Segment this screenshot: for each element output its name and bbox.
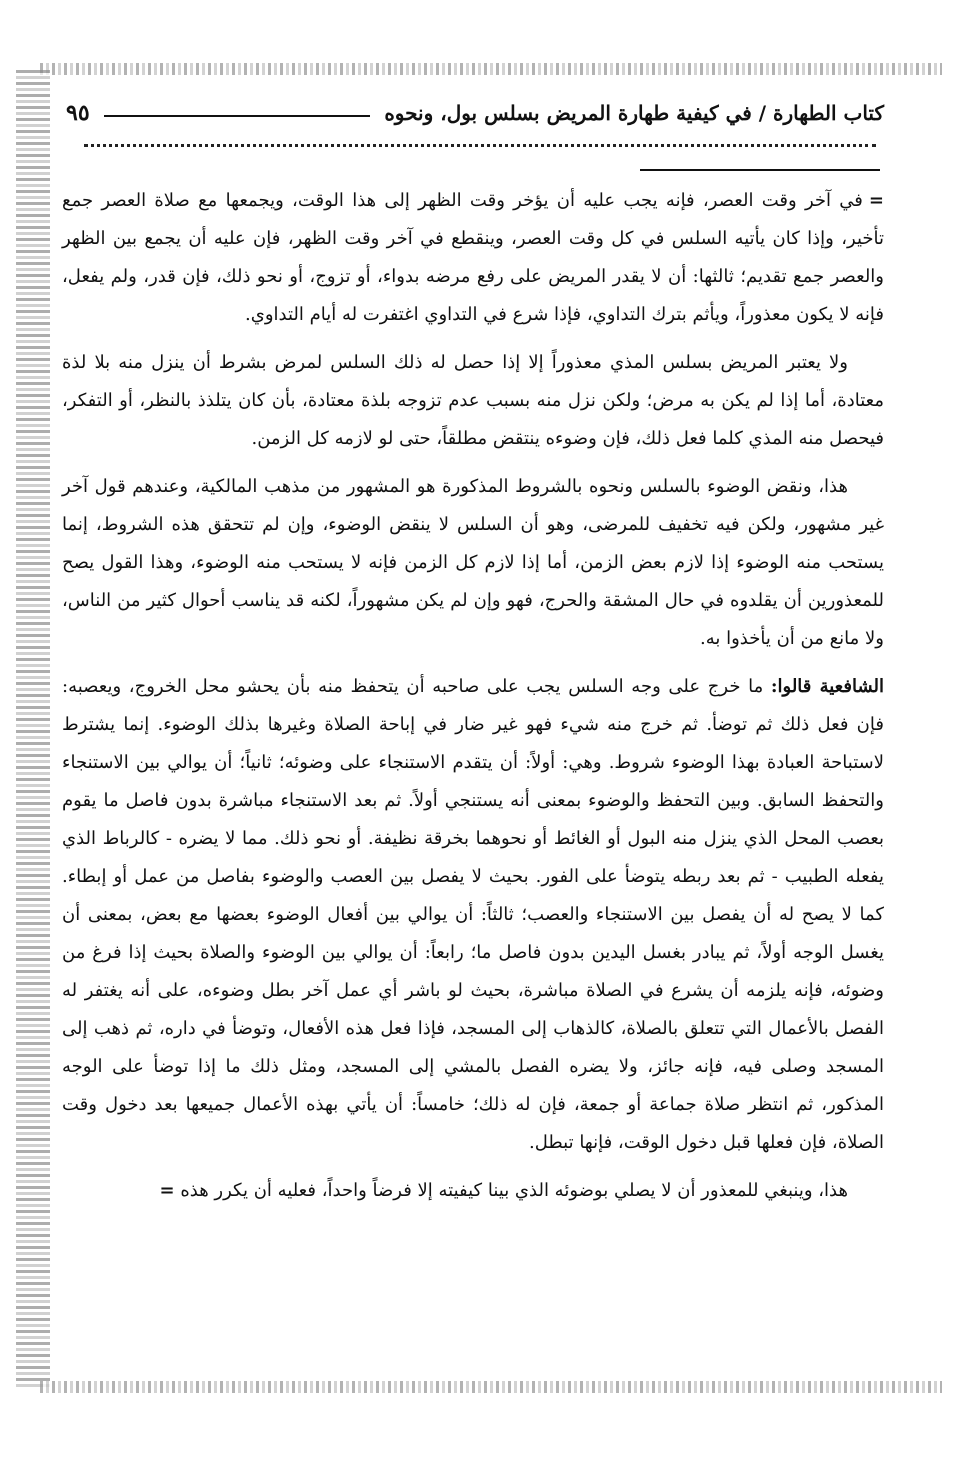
decorative-border-left [16,70,50,1390]
running-header [66,92,884,134]
paragraph-3: هذا، ونقض الوضوء بالسلس ونحوه بالشروط المذكورة هو المشهور من مذهب المالكية، وعندهم قول آخر غير مشهور، ولكن فيه تخفيف للمرضى، وهو أن السلس لا ينقض الوضوء، وإن لم تتحقق هذه الشروط، إنما يستحب منه الوضوء إذا لازم بعض الزمن، أما إذا لازم كل الزمن فإنه لا يستحب منه الوضوء، وهذا القول يصح للمعذورين أن يقلدوه في حال المشقة والحرج، فهو وإن لم يكن مشهوراً، لكنه قد يناسب أحوال كثير من الناس، ولا مانع من أن يأخذوا به. [62,476,884,649]
continuation-mark-end: = [159,1180,175,1201]
paragraph-4-text: ما خرج على وجه السلس يجب على صاحبه أن يتحفظ منه بأن يحشو محل الخروج، ويعصبه: فإن فعل ذلك ثم توضأ. ثم خرج منه شيء فهو غير ضار في إباحة الصلاة وغيرها بذلك الوضوء. إنما يشترط لاستباحة العبادة بهذا الوضوء شروط. وهي: أولاً: أن يتقدم الاستنجاء على وضوئه؛ ثانياً؛ أن يوالي بين الاستنجاء والتحفظ السابق. وبين التحفظ والوضوء بمعنى أنه يستنجي أولاً. ثم بعد الاستنجاء مباشرة بدون فاصل ما يقوم بعصب المحل الذي ينزل منه البول أو الغائط أو نحوهما بخرقة نظيفة. أو نحو ذلك. مما لا يضره - كالرباط الذي يفعله الطبيب - ثم بعد ربطه يتوضأ على الفور. بحيث لا يفصل بين العصب والوضوء بفاصل من عمل أو إبطاء. كما لا يصح له أن يفصل بين الاستنجاء والعصب؛ ثالثاً: أن يوالي بين أفعال الوضوء بعضها مع بعض، بمعنى أن يغسل الوجه أولاً، ثم يبادر بغسل اليدين بدون فاصل ما؛ رابعاً: أن يوالي بين الوضوء والصلاة بحيث إذا فرغ من وضوئه، فإنه يلزمه أن يشرع في الصلاة مباشرة، بحيث لو باشر أي عمل آخر بطل وضوءه، على أنه يغتفر له الفصل بالأعمال التي تتعلق بالصلاة، كالذهاب إلى المسجد، فإذا فعل هذه الأفعال، وتوضأ في داره، ثم ذهب إلى المسجد وصلى فيه، فإنه جائز، ولا يضره الفصل بالمشي إلى المسجد، ومثل ذلك ما إذا توضأ على الوجه المذكور، ثم انتظر صلاة جماعة أو جمعة، فإن له ذلك؛ خامساً: أن يأتي بهذه الأعمال جميعها بعد دخول وقت الصلاة، فإن فعلها قبل دخول الوقت، فإنها تبطل. [62,676,884,1153]
paragraph-5-text: هذا، وينبغي للمعذور أن لا يصلي بوضوئه الذي بينا كيفيته إلا فرضاً واحداً، فعليه أن يكرر هذه [180,1180,848,1201]
paragraph-1 [62,182,884,334]
paragraph-1-text: في آخر وقت العصر، فإنه يجب عليه أن يؤخر وقت الظهر إلى هذا الوقت، ويجمعها مع صلاة العصر جمع تأخير، وإذا كان يأتيه السلس في كل وقت العصر، وينقطع في آخر وقت الظهر، فإن عليه أن يجمع بين الظهر والعصر جمع تقديم؛ ثالثها: أن لا يقدر المريض على رفع مرضه بدواء، أو تزوج، أو نحو ذلك، فإن قدر، ولم يفعل، فإنه لا يكون معذوراً، ويأثم بترك التداوي، فإذا شرع في التداوي اغتفرت له أيام التداوي. [62,190,884,325]
footnote-separator-rule [640,169,880,171]
paragraph-4 [62,668,884,1162]
paragraph-4-lead: الشافعية قالوا: [770,676,884,697]
continuation-mark-start: = [868,190,884,211]
header-rule [104,115,371,117]
decorative-border-top [40,63,942,75]
page-body [62,182,884,1220]
paragraph-2: ولا يعتبر المريض بسلس المذي معذوراً إلا إذا حصل له ذلك السلس لمرض بشرط أن ينزل منه بلا لذة معتادة، أما إذا لم يكن به مرض؛ ولكن نزل منه بسبب عدم تزوجه بلذة معتادة، بأن كان يتلذذ بالنظر، أو التفكر، فيحصل منه المذي كلما فعل ذلك، فإن وضوءه ينتقض مطلقاً، حتى لو لازمه كل الزمن. [62,352,884,449]
paragraph-5 [62,1172,884,1210]
decorative-border-bottom [40,1381,942,1393]
page-number: ٩٥ [66,100,90,126]
header-title: كتاب الطهارة / في كيفية طهارة المريض بسلس بول، ونحوه [384,101,884,125]
dotted-separator [84,144,876,155]
